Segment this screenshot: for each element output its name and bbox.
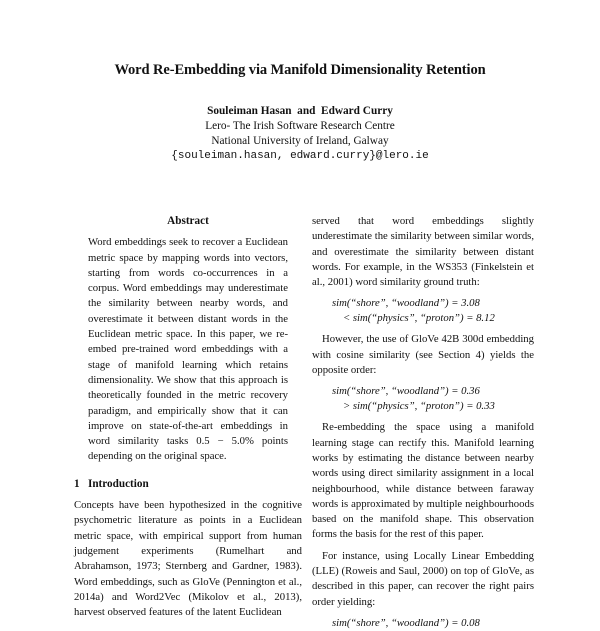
author-email: {souleiman.hasan, edward.curry}@lero.ie	[171, 150, 429, 162]
affiliation-line-2: National University of Ireland, Galway	[211, 135, 389, 147]
introduction-heading: 1 Introduction	[74, 477, 149, 490]
abstract-heading: Abstract	[167, 215, 209, 227]
equation-2-line-2: > sim(“physics”, “proton”) = 0.33	[343, 400, 495, 413]
equation-1-line-2: < sim(“physics”, “proton”) = 8.12	[343, 312, 495, 325]
abstract-text: Word embeddings seek to recover a Euclidean metric space by mapping words into vectors, starting from words co-occurrences in a corpus. Word embeddings may underestimate the similarity between nearby words, and overestimate it between distant words in the Euclidean metric space. In this paper, we re-embed pre-trained word embeddings with a stage of manifold learning which retains dimensionality. We show that this approach is theoretically founded in the metric recovery paradigm, and empirically show that it can improve on state-of-the-art embeddings in word similarity tasks 0.5 − 5.0% points depending on the original space.	[88, 236, 288, 463]
right-paragraph-2: However, the use of GloVe 42B 300d embedding with cosine similarity (see Section 4) yields the opposite order:	[312, 333, 534, 377]
equation-2-line-1: sim(“shore”, “woodland”) = 0.36	[332, 385, 480, 398]
right-column	[312, 214, 534, 631]
left-column	[74, 214, 302, 620]
right-paragraph-3: Re-embedding the space using a manifold learning stage can rectify this. Manifold learning works by estimating the distance between nearby words using direct similarity assignment in a local neighbourhood, while distance between faraway words is approximated by multiple neighbourhoods based on the manifold shape. This observation forms the basis for the rest of this paper.	[312, 421, 534, 541]
equation-2	[312, 384, 534, 414]
paper-title: Word Re-Embedding via Manifold Dimensionality Retention	[114, 62, 486, 78]
introduction-paragraph: Concepts have been hypothesized in the cognitive psychometric literature as points in a Euclidean metric space, with empirical support from human judgement experiments (Rumelhart and Abrahamson, 1973; Sternberg and Gardner, 1983). Word embeddings, such as GloVe (Pennington et al., 2014a) and Word2Vec (Mikolov et al., 2013), harvest observed features of the latent Euclidean	[74, 499, 302, 619]
author-block	[0, 104, 600, 164]
author-names: Souleiman Hasan and Edward Curry	[207, 105, 393, 117]
equation-3-line-1: sim(“shore”, “woodland”) = 0.08	[332, 616, 480, 629]
equation-1-line-1: sim(“shore”, “woodland”) = 3.08	[332, 297, 480, 310]
equation-3	[312, 616, 534, 631]
equation-1	[312, 296, 534, 326]
right-paragraph-4: For instance, using Locally Linear Embedding (LLE) (Roweis and Saul, 2000) on top of GloVe, as described in this paper, can recover the right pairs order yielding:	[312, 549, 534, 608]
right-paragraph-1: served that word embeddings slightly underestimate the similarity between similar words, and overestimate the similarity between distant words. For example, in the WS353 (Finkelstein et al., 2001) word similarity ground truth:	[312, 215, 534, 289]
affiliation-line-1: Lero- The Irish Software Research Centre	[205, 120, 395, 132]
